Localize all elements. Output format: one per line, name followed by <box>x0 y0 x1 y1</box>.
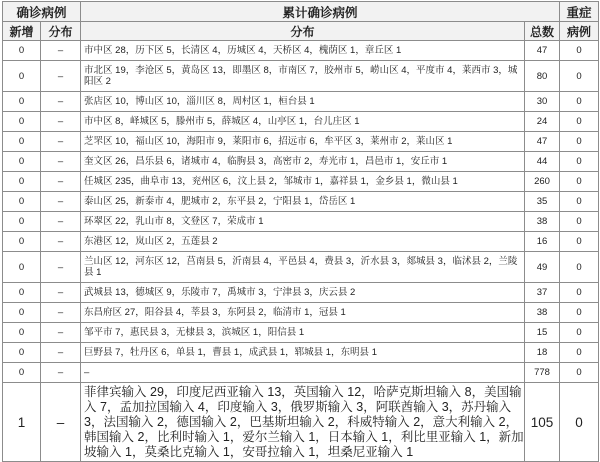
table-row <box>3 252 599 283</box>
severe-cell: 0 <box>560 152 599 172</box>
total-cell: 778 <box>525 363 560 383</box>
new-count-cell: 0 <box>3 92 41 112</box>
table-row <box>3 152 599 172</box>
total-cell: 30 <box>525 92 560 112</box>
distribution-cell: – <box>41 61 81 92</box>
cumulative-group-header: 累计确诊病例 <box>81 2 560 22</box>
severe-cell: 0 <box>560 172 599 192</box>
severe-cell: 0 <box>560 343 599 363</box>
new-count-cell: 0 <box>3 303 41 323</box>
total-cell: 16 <box>525 232 560 252</box>
cumulative-distribution-cell: 任城区 235，曲阜市 13，兖州区 6，汶上县 2，邹城市 1，嘉祥县 1，金乡县 1，微山县 1 <box>81 172 525 192</box>
distribution-cell: – <box>41 252 81 283</box>
new-count-cell: 0 <box>3 323 41 343</box>
distribution-cell: – <box>41 323 81 343</box>
new-count-cell: 0 <box>3 41 41 61</box>
new-count-cell: 0 <box>3 132 41 152</box>
new-count-cell: 0 <box>3 283 41 303</box>
table-row <box>3 363 599 383</box>
table-row <box>3 232 599 252</box>
new-count-cell: 1 <box>3 383 41 462</box>
distribution-cell: – <box>41 172 81 192</box>
distribution-cell: – <box>41 192 81 212</box>
new-column-header: 新增 <box>3 22 41 41</box>
severe-cell: 0 <box>560 61 599 92</box>
table-row <box>3 41 599 61</box>
distribution-cell: – <box>41 303 81 323</box>
table-row <box>3 343 599 363</box>
total-cell: 38 <box>525 212 560 232</box>
distribution-cell: – <box>41 132 81 152</box>
total-cell: 35 <box>525 192 560 212</box>
new-count-cell: 0 <box>3 252 41 283</box>
table-row <box>3 283 599 303</box>
total-cell: 105 <box>525 383 560 462</box>
table-row <box>3 303 599 323</box>
cumulative-distribution-cell: 张店区 10，博山区 10，淄川区 8，周村区 1，桓台县 1 <box>81 92 525 112</box>
severe-cell: 0 <box>560 41 599 61</box>
total-cell: 47 <box>525 41 560 61</box>
severe-cell: 0 <box>560 192 599 212</box>
severe-cell: 0 <box>560 112 599 132</box>
distribution-cell: – <box>41 41 81 61</box>
severe-cell: 0 <box>560 323 599 343</box>
severe-cell: 0 <box>560 92 599 112</box>
cumulative-distribution-cell: 武城县 13，德城区 9，乐陵市 7，禹城市 3，宁津县 3，庆云县 2 <box>81 283 525 303</box>
severe-cell: 0 <box>560 252 599 283</box>
new-count-cell: 0 <box>3 363 41 383</box>
cumulative-distribution-cell: 泰山区 25，新泰市 4，肥城市 2，东平县 2，宁阳县 1，岱岳区 1 <box>81 192 525 212</box>
distribution-cell: – <box>41 152 81 172</box>
severe-group-header-bottom: 病例 <box>560 22 599 41</box>
total-cell: 80 <box>525 61 560 92</box>
distribution-cell: – <box>41 343 81 363</box>
cumulative-distribution-cell: 市中区 8，峄城区 5，滕州市 5，薛城区 4，山亭区 1，台儿庄区 1 <box>81 112 525 132</box>
cumulative-distribution-cell: 东昌府区 27，阳谷县 4，莘县 3，东阿县 2，临清市 1，冠县 1 <box>81 303 525 323</box>
new-count-cell: 0 <box>3 343 41 363</box>
cumulative-distribution-cell: 邹平市 7，惠民县 3，无棣县 3，滨城区 1，阳信县 1 <box>81 323 525 343</box>
total-cell: 44 <box>525 152 560 172</box>
total-column-header: 总数 <box>525 22 560 41</box>
new-count-cell: 0 <box>3 172 41 192</box>
distribution-cell: – <box>41 232 81 252</box>
case-table <box>2 1 599 462</box>
new-count-cell: 0 <box>3 61 41 92</box>
total-cell: 38 <box>525 303 560 323</box>
severe-cell: 0 <box>560 232 599 252</box>
severe-cell: 0 <box>560 212 599 232</box>
table-row <box>3 172 599 192</box>
severe-cell: 0 <box>560 132 599 152</box>
table-body <box>3 41 599 462</box>
table-row <box>3 132 599 152</box>
cumulative-distribution-cell: – <box>81 363 525 383</box>
total-cell: 18 <box>525 343 560 363</box>
cumulative-distribution-cell: 环翠区 22，乳山市 8，文登区 7，荣成市 1 <box>81 212 525 232</box>
severe-cell: 0 <box>560 303 599 323</box>
total-cell: 47 <box>525 132 560 152</box>
total-cell: 15 <box>525 323 560 343</box>
new-count-cell: 0 <box>3 192 41 212</box>
distribution-cell: – <box>41 383 81 462</box>
distribution-column-header: 分布 <box>41 22 81 41</box>
total-cell: 24 <box>525 112 560 132</box>
cumulative-distribution-cell: 芝罘区 10，福山区 10，海阳市 9，莱阳市 6，招远市 6，牟平区 3，莱州市 2，莱山区 1 <box>81 132 525 152</box>
distribution-cell: – <box>41 212 81 232</box>
severe-cell: 0 <box>560 363 599 383</box>
table-row <box>3 212 599 232</box>
table-row <box>3 61 599 92</box>
cumulative-distribution-cell: 菲律宾输入 29，印度尼西亚输入 13，英国输入 12，哈萨克斯坦输入 8，美国输入 7，孟加拉国输入 4，印度输入 3，俄罗斯输入 3，阿联酋输入 3，苏丹输入 3，法国输入 2，德国输入 2，巴基斯坦输入 2，科威特输入 2，意大利输入 2，韩国输入 2，比利时输入 1，爱尔兰输入 1，日本输入 1，利比里亚输入 1，新加坡输入 1，莫桑比克输入 1，安哥拉输入 1，坦桑尼亚输入 1 <box>81 383 525 462</box>
total-cell: 260 <box>525 172 560 192</box>
total-cell: 49 <box>525 252 560 283</box>
severe-cell: 0 <box>560 283 599 303</box>
header-row-columns <box>3 22 599 41</box>
table-row <box>3 192 599 212</box>
cumulative-distribution-column-header: 分布 <box>81 22 525 41</box>
new-count-cell: 0 <box>3 152 41 172</box>
confirmed-group-header: 确诊病例 <box>3 2 81 22</box>
distribution-cell: – <box>41 92 81 112</box>
new-count-cell: 0 <box>3 212 41 232</box>
cumulative-distribution-cell: 东港区 12，岚山区 2，五莲县 2 <box>81 232 525 252</box>
cumulative-distribution-cell: 市北区 19，李沧区 5，黄岛区 13，即墨区 8，市南区 7，胶州市 5，崂山区 4，平度市 4，莱西市 3，城阳区 2 <box>81 61 525 92</box>
cumulative-distribution-cell: 兰山区 12，河东区 12，莒南县 5，沂南县 4，平邑县 4，费县 3，沂水县 3，郯城县 3，临沭县 2，兰陵县 1 <box>81 252 525 283</box>
table-row <box>3 112 599 132</box>
cumulative-distribution-cell: 市中区 28，历下区 5，长清区 4，历城区 4，天桥区 4，槐荫区 1，章丘区 1 <box>81 41 525 61</box>
total-cell: 37 <box>525 283 560 303</box>
new-count-cell: 0 <box>3 232 41 252</box>
new-count-cell: 0 <box>3 112 41 132</box>
distribution-cell: – <box>41 112 81 132</box>
severe-group-header-top: 重症 <box>560 2 599 22</box>
severe-cell: 0 <box>560 383 599 462</box>
table-row <box>3 92 599 112</box>
cumulative-distribution-cell: 巨野县 7，牡丹区 6，单县 1，曹县 1，成武县 1，郓城县 1，东明县 1 <box>81 343 525 363</box>
cumulative-distribution-cell: 奎文区 26，昌乐县 6，诸城市 4，临朐县 3，高密市 2，寿光市 1，昌邑市 1，安丘市 1 <box>81 152 525 172</box>
distribution-cell: – <box>41 363 81 383</box>
header-row-group <box>3 2 599 22</box>
distribution-cell: – <box>41 283 81 303</box>
table-row <box>3 323 599 343</box>
